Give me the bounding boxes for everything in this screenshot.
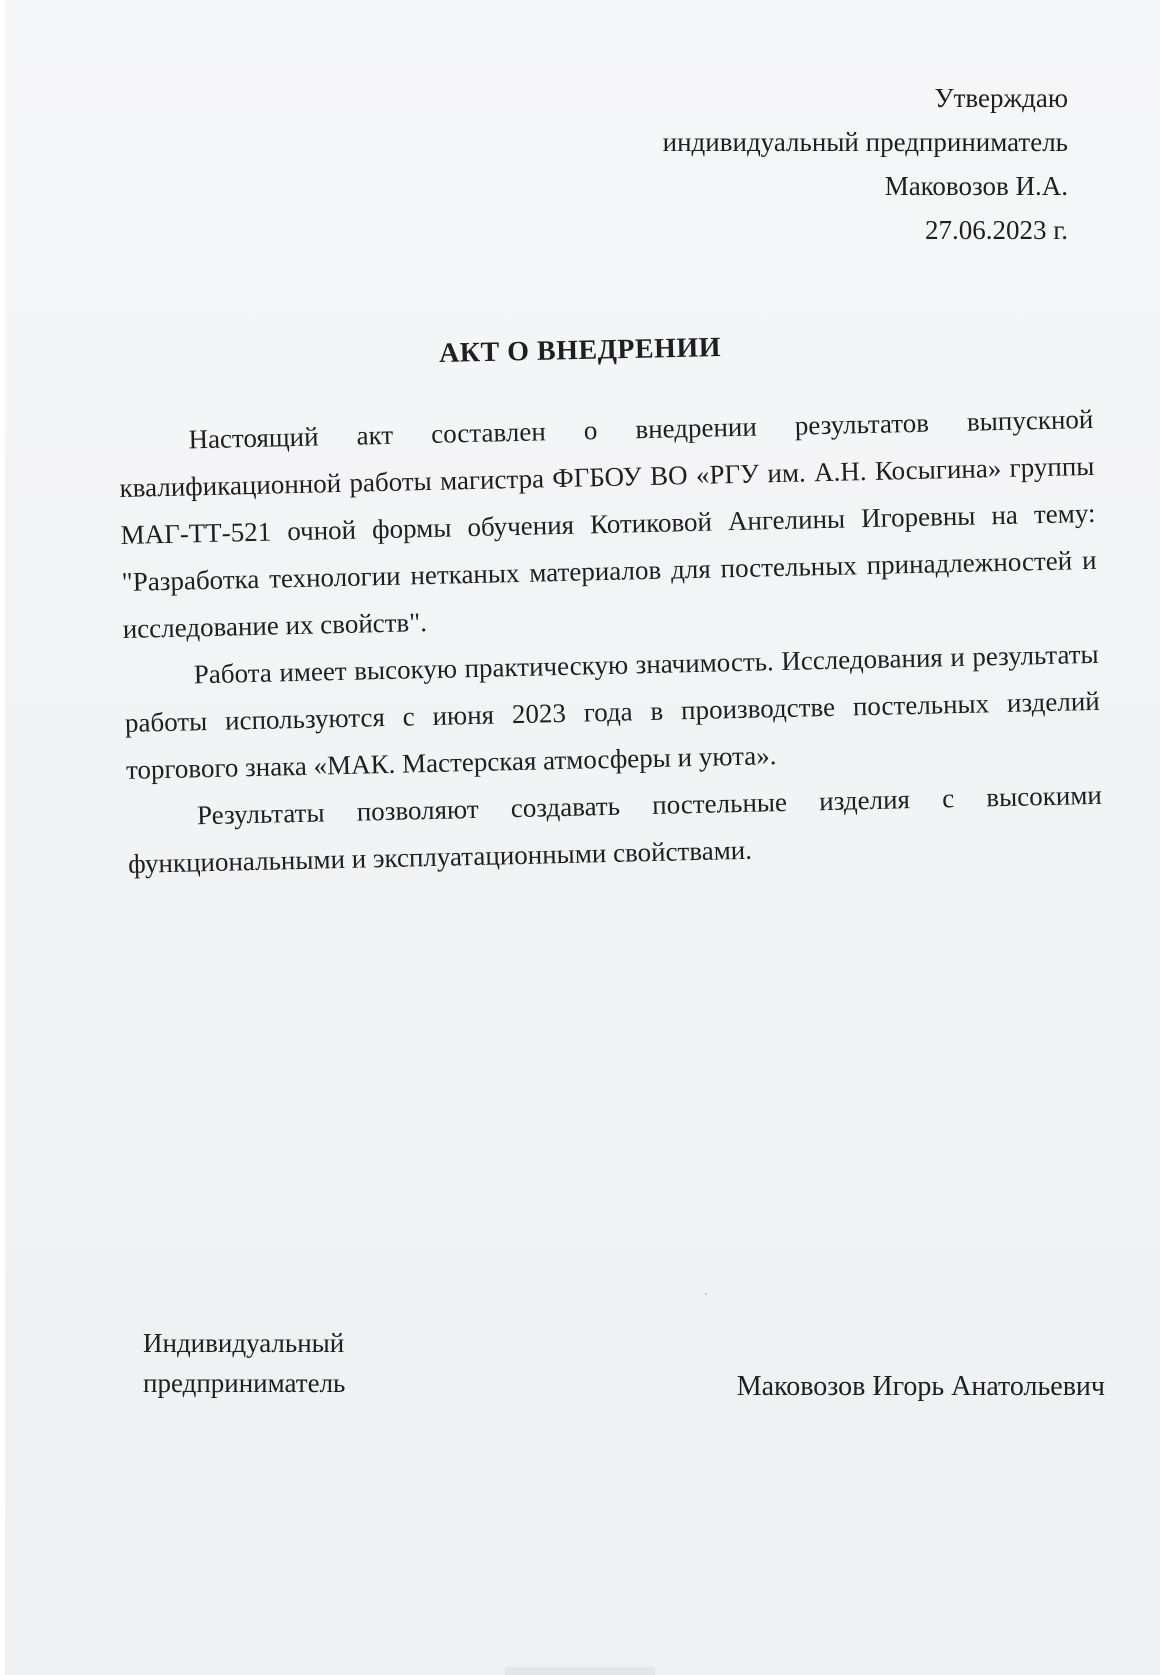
approval-date: 27.06.2023 г. [924, 215, 1068, 245]
page-edge [0, 0, 5, 1675]
paragraph-intro: Настоящий акт составлен о внедрении результатов выпускной квалификационной работы магистра ФГБОУ ВО «РГУ им. А.Н. Косыгина» группы МАГ-ТТ-521 очной формы обучения Котиковой Ангелины Игоревны на тему: "Разработка технологии нетканых материалов для постельных принадлежностей и исследование их свойств". [119, 403, 1097, 644]
signatory-name: Маковозов Игорь Анатольевич [736, 1371, 1105, 1402]
approval-label: Утверждаю [934, 83, 1068, 113]
approver-position: индивидуальный предприниматель [662, 127, 1068, 157]
document-title: АКТ О ВНЕДРЕНИИ [438, 332, 722, 369]
document-body [118, 396, 1103, 888]
approver-name: Маковозов И.А. [884, 171, 1068, 201]
approval-block [663, 76, 1068, 252]
bottom-edge-mark [505, 1667, 655, 1675]
paragraph-results: Результаты позволяют создавать постельные изделия с высокими функциональными и эксплуатационными свойствами. [127, 779, 1103, 879]
paragraph-significance: Работа имеет высокую практическую значимость. Исследования и результаты работы используются с июня 2023 года в производстве постельных изделий торгового знака «МАК. Мастерская атмосферы и уюта». [124, 638, 1101, 785]
paper-speck [705, 1293, 707, 1295]
signatory-position-line1: Индивидуальный [143, 1328, 345, 1358]
signatory-position [143, 1323, 345, 1403]
signatory-position-line2: предприниматель [143, 1368, 346, 1398]
